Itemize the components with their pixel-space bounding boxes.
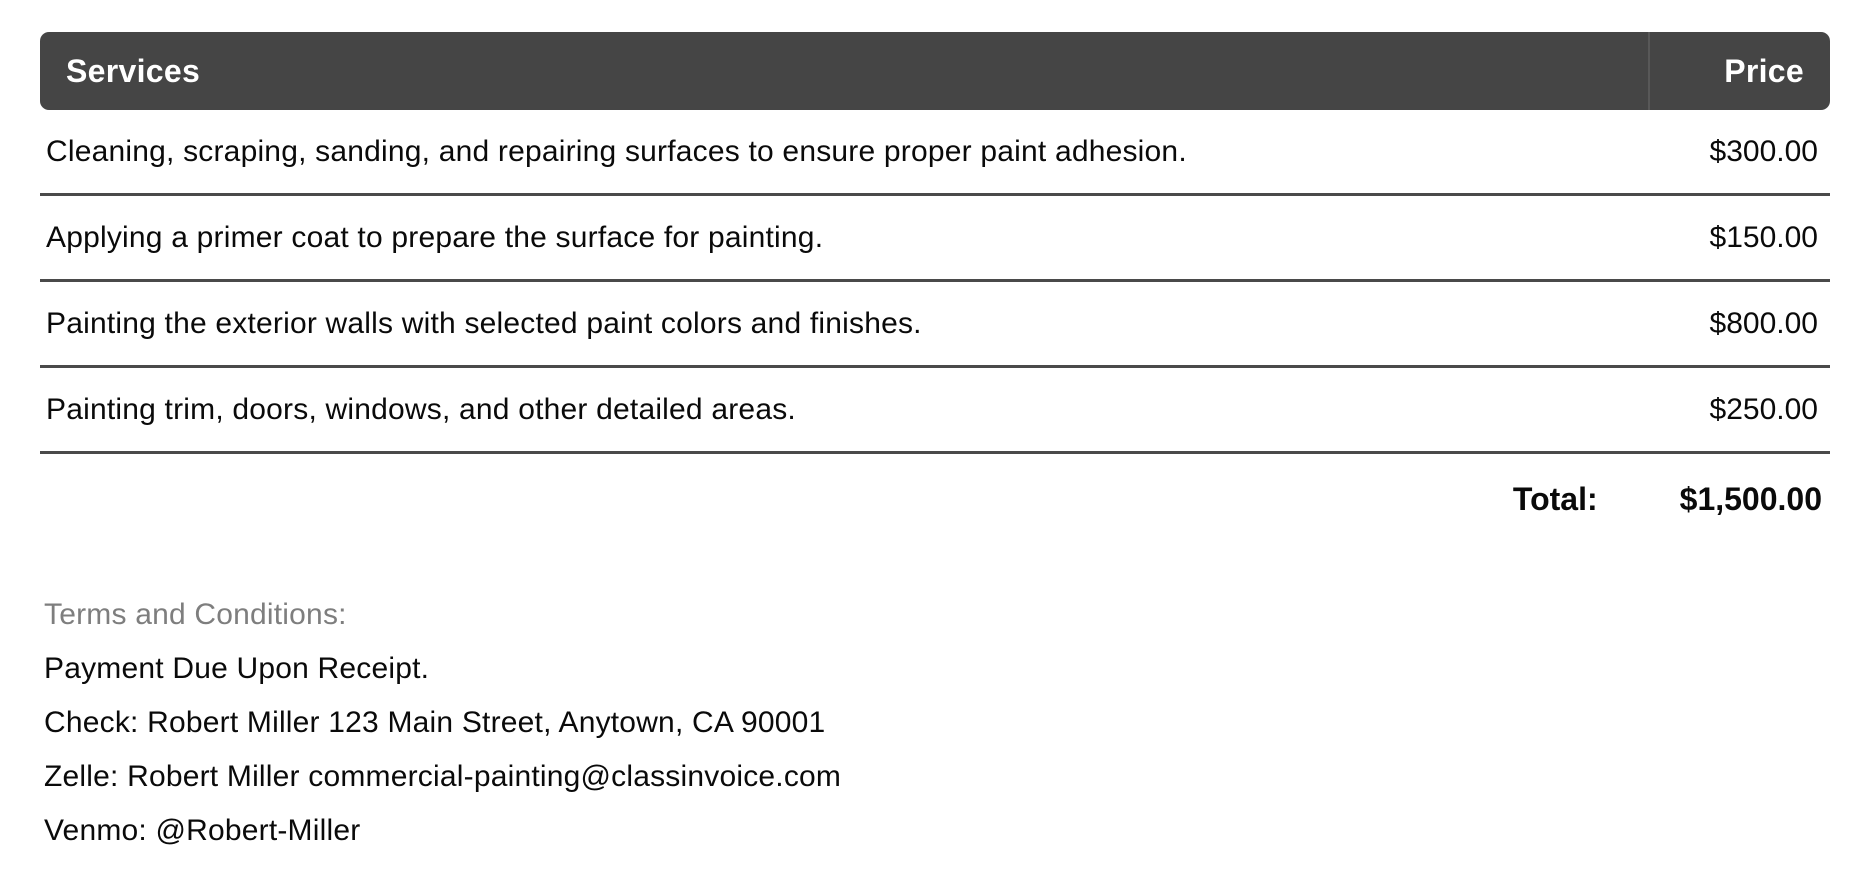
services-table-header: [40, 32, 1830, 110]
invoice-document: [40, 32, 1830, 544]
column-header-services: Services: [66, 52, 201, 89]
terms-line-venmo: Venmo: @Robert-Miller: [44, 814, 361, 847]
total-row: [40, 454, 1830, 544]
table-row: [40, 282, 1830, 368]
terms-line-check: Check: Robert Miller 123 Main Street, Anytown, CA 90001: [44, 706, 826, 739]
terms-line-payment: Payment Due Upon Receipt.: [44, 652, 430, 685]
terms-heading: Terms and Conditions:: [44, 598, 347, 631]
table-row: [40, 368, 1830, 454]
service-description: Painting trim, doors, windows, and other detailed areas.: [46, 392, 796, 426]
terms-line-zelle: Zelle: Robert Miller commercial-painting@classinvoice.com: [44, 760, 842, 793]
total-value: $1,500.00: [1679, 480, 1822, 517]
service-description: Cleaning, scraping, sanding, and repairing surfaces to ensure proper paint adhesion.: [46, 134, 1187, 168]
service-price: $300.00: [1709, 134, 1818, 168]
service-description: Applying a primer coat to prepare the surface for painting.: [46, 220, 824, 254]
total-label: Total:: [1512, 480, 1598, 517]
table-row: [40, 196, 1830, 282]
table-row: [40, 110, 1830, 196]
service-price: $150.00: [1709, 220, 1818, 254]
terms-and-conditions-section: [44, 588, 1830, 858]
service-price: $800.00: [1709, 306, 1818, 340]
service-description: Painting the exterior walls with selected paint colors and finishes.: [46, 306, 922, 340]
service-price: $250.00: [1709, 392, 1818, 426]
column-header-price: Price: [1724, 52, 1804, 89]
